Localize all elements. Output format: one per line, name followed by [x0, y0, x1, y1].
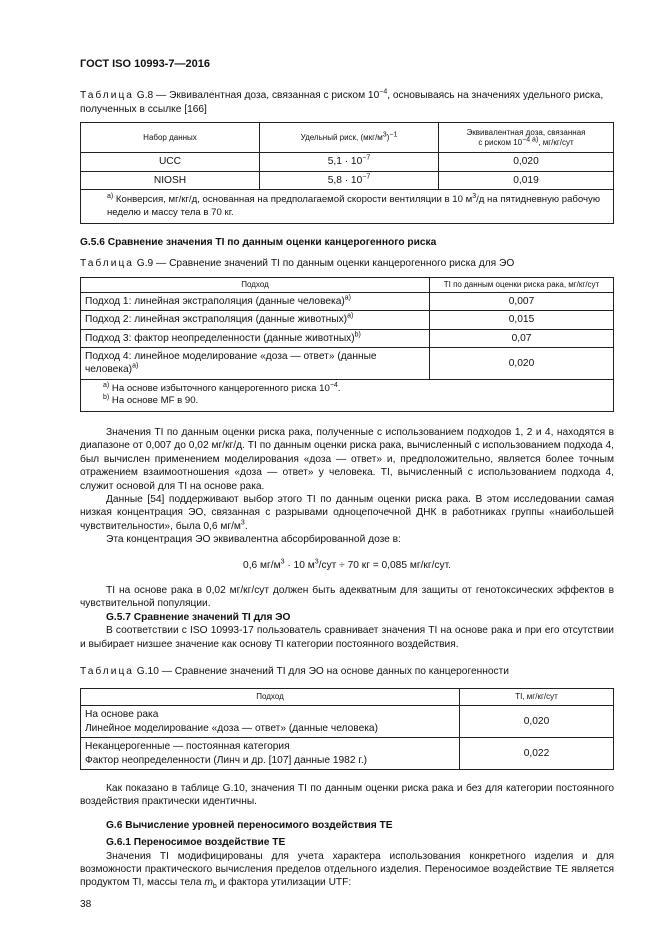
table-row: Подход 4: линейное моделирование «доза — ответ» (данные человека)$^{а)}$ 0,020 [81, 348, 614, 380]
formula: 0,6 $мг/м^3 \cdot 10$ $м^3$/сут ÷ 70 кг = 0,085 мг/кг/сут. [243, 558, 451, 571]
table-g9-header-approach: Подход [81, 277, 430, 292]
table-g8-footnote: $^{а)}$ Конверсия, мг/кг/д, основанная на предполагаемой скорости вентиляции в 10 $м^3/д$ на пятидневную рабочую неделю и массу тела в 70 кг. [81, 190, 614, 224]
paragraph: Значения TI по данным оценки риска рака, полученные с использованием подходов 1, 2 и 4, находятся в диапазоне от 0,007 до 0,02 мг/кг/д. TI по данным оценки риска рака, вычисленный с использованием подхода 4, был вычислен применением моделирования «доза — ответ» и, предположительно, является более точным отражением взаимоотношения «доза — ответ» у человека. TI, вычисленный с использованием подхода 4, служит основой для TI на основе рака. [80, 426, 614, 492]
section-g-5-7: G.5.7 Сравнение значений TI для ЭО [106, 611, 291, 623]
table-g8-header-dose: Эквивалентная доза, связанная с риском $10^{-4 а)}$, мг/кг/сут [439, 123, 614, 153]
table-g10-header-ti: TI, мг/кг/сут [460, 689, 614, 706]
table-row: Подход 1: линейная экстраполяция (данные человека)$^{а)}$ 0,007 [81, 292, 614, 310]
paragraph: В соответствии с ISO 10993-17 пользователь сравнивает значения TI на основе рака и при его отсутствии и выбирает низшее значение как основу TI категории постоянного воздействия. [80, 625, 614, 650]
section-g-5-6: G.5.6 Сравнение значения TI по данным оценки канцерогенного риска [80, 237, 437, 249]
table-row: На основе рака Линейное моделирование «доза — ответ» (данные человека) 0,020 [81, 706, 614, 738]
document-header: ГОСТ ISO 10993-7—2016 [80, 58, 210, 70]
table-row: Неканцерогенные — постоянная категория Фактор неопределенности (Линч и др. [107] данные 1982 г.) 0,022 [81, 738, 614, 770]
document-page [80, 58, 614, 911]
table-row: Подход 2: линейная экстраполяция (данные животных)$^{а)}$ 0,015 [81, 311, 614, 329]
table-g9 [80, 277, 614, 412]
table-row: NIOSH $5,8 \cdot 10^{-7}$ 0,019 [81, 171, 614, 189]
table-row: UCC $5,1 \cdot 10^{-7}$ 0,020 [81, 153, 614, 171]
paragraph: TI на основе рака в 0,02 мг/кг/сут должен быть адекватным для защиты от генотоксических эффектов в чувствительной популяции. [80, 584, 614, 610]
table-g9-caption: Таблица G.9 — Сравнение значений TI по данным оценки канцерогенного риска для ЭО [80, 258, 515, 270]
caption-prefix: Таблица [80, 90, 134, 102]
table-g8-header-risk: Удельный риск, $(мкг/м^3)^{-1}$ [260, 123, 439, 153]
table-g9-footnotes: $^{а)}$ На основе избыточного канцерогенного риска $10^{-4}$. $^{b)}$ На основе MF в 90. [81, 379, 614, 411]
paragraph: Значения TI модифицированы для учета характера использования конкретного изделия и для возможности практического вычисления пределов отдельного изделия. Переносимое воздействие TE является продуктом TI, массы тела $m_b$ и фактора утилизации UTF: [80, 850, 614, 891]
section-g-6-1: G.6.1 Переносимое воздействие TE [106, 837, 286, 849]
paragraph: Как показано в таблице G.10, значения TI по данным оценки риска рака и без для категории постоянного воздействия практически идентичны. [80, 783, 614, 808]
table-g8 [80, 122, 614, 224]
table-g8-header-dataset: Набор данных [81, 123, 260, 153]
section-g-6: G.6 Вычисление уровней переносимого воздействия TE [106, 819, 393, 831]
paragraph: Данные [54] поддерживают выбор этого TI по данным оценки риска рака. В этом исследовании самая низкая концентрация ЭО, связанная с разрывами одноцепочечной ДНК в работниках группы «наибольшей чувствительности», была 0,6 $мг/м^3$. [80, 493, 614, 532]
paragraph: Эта концентрация ЭО эквивалентна абсорбированной дозе в: [106, 534, 401, 546]
table-row: Подход 3: фактор неопределенности (данные животных)$^{b)}$ 0,07 [81, 329, 614, 347]
page-number: 38 [80, 898, 92, 910]
table-g9-header-ti: TI по данным оценки риска рака, мг/кг/сут [430, 277, 614, 292]
table-g10-caption: Таблица G.10 — Сравнение значений TI для ЭО на основе данных по канцерогенности [80, 665, 509, 677]
table-g10 [80, 688, 614, 770]
table-g8-caption: Таблица G.8 — Эквивалентная доза, связанная с риском $10^{-4}$, основываясь на значениях удельного риска, полученных в ссылке [166] [80, 89, 604, 115]
table-g10-header-approach: Подход [81, 689, 460, 706]
